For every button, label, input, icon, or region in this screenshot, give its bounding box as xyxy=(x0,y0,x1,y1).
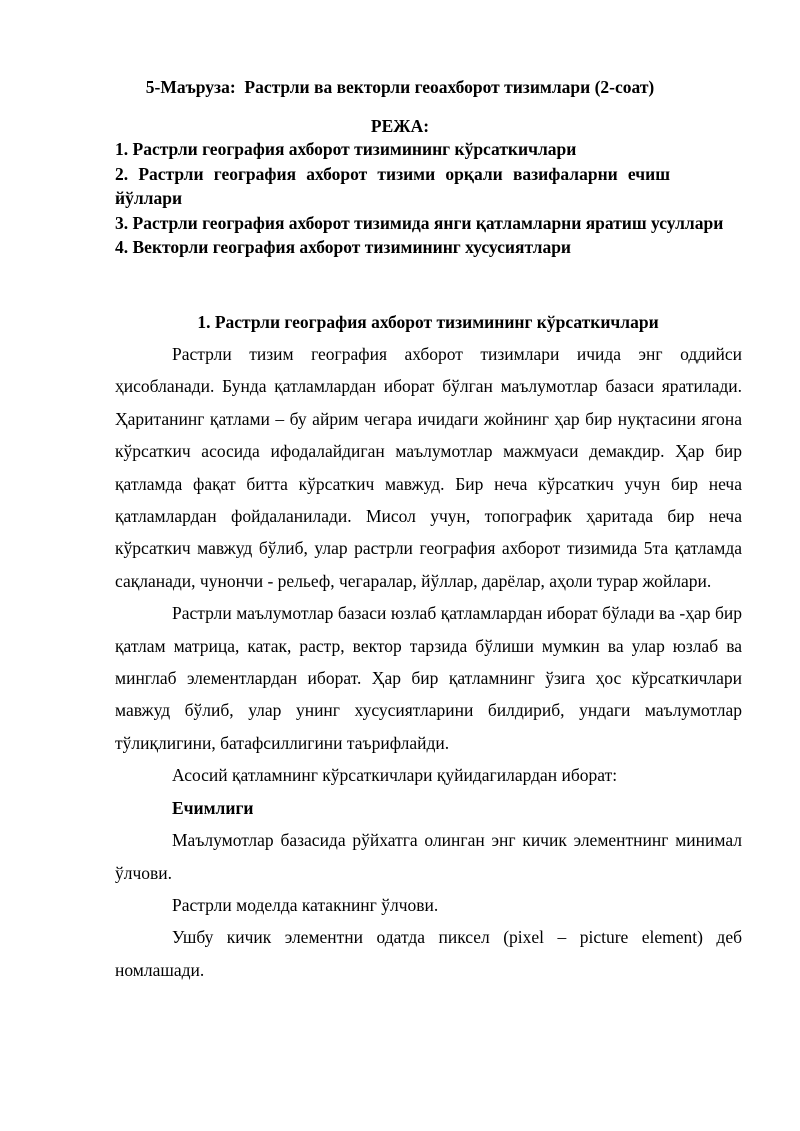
plan-item: 3. Растрли география ахборот тизимида янги қатламларни яратиш усуллари xyxy=(115,212,724,233)
subheading: Ечимлиги xyxy=(172,797,254,818)
body-text xyxy=(115,338,742,986)
plan-item: 1. Растрли география ахборот тизимининг кўрсаткичлари xyxy=(115,139,577,159)
plan-heading: РЕЖА: xyxy=(370,116,430,136)
paragraph: Растрли моделда катакнинг ўлчови. xyxy=(172,894,439,915)
plan-item: 4. Векторли география ахборот тизимининг хусусиятлари xyxy=(115,237,572,257)
paragraph: Растрли тизим география ахборот тизимлари ичида энг оддийси ҳисобланади. Бунда қатламлардан иборат бўлган маълумотлар базаси яратилади. Ҳаританинг қатлами – бу айрим чегара ичидаги жойнинг ҳар бир нуқтасини ягона кўрсаткич асосида ифодалайдиган маълумотлар мажмуаси демакдир. Ҳар бир қатламда фақат битта кўрсаткич мавжуд. Бир неча кўрсаткич учун бир неча қатламлардан фойдаланилади. Мисол учун, топографик ҳаритада бир неча кўрсаткич мавжуд бўлиб, улар растрли география ахборот тизимида 5та қатламда сақланади, чунончи - рельеф, чегаралар, йўллар, дарёлар, аҳоли турар жойлари. xyxy=(115,344,742,591)
paragraph: Маълумотлар базасида рўйхатга олинган энг кичик элементнинг минимал ўлчови. xyxy=(115,830,742,883)
paragraph: Ушбу кичик элементни одатда пиксел (pixel – picture element) деб номлашади. xyxy=(115,927,742,980)
plan-list xyxy=(115,137,742,260)
lecture-title: 5-Маъруза: Растрли ва векторли геоахборот тизимлари (2-соат) xyxy=(145,77,655,97)
plan-item: 2. Растрли география ахборот тизими орқали вазифаларни ечиш йўллари xyxy=(115,163,670,208)
section-heading: 1. Растрли география ахборот тизимининг кўрсаткичлари xyxy=(197,312,659,332)
paragraph: Растрли маълумотлар базаси юзлаб қатламлардан иборат бўлади ва -ҳар бир қатлам матрица, катак, растр, вектор тарзида бўлиши мумкин ва улар юзлаб ва минглаб элементлардан иборат. Ҳар бир қатламнинг ўзига ҳос кўрсаткичлари мавжуд бўлиб, улар унинг хусусиятларини билдириб, ундаги маълумотлар тўлиқлигини, батафсиллигини таърифлайди. xyxy=(115,603,742,753)
paragraph: Асосий қатламнинг кўрсаткичлари қуйидагилардан иборат: xyxy=(172,765,618,786)
